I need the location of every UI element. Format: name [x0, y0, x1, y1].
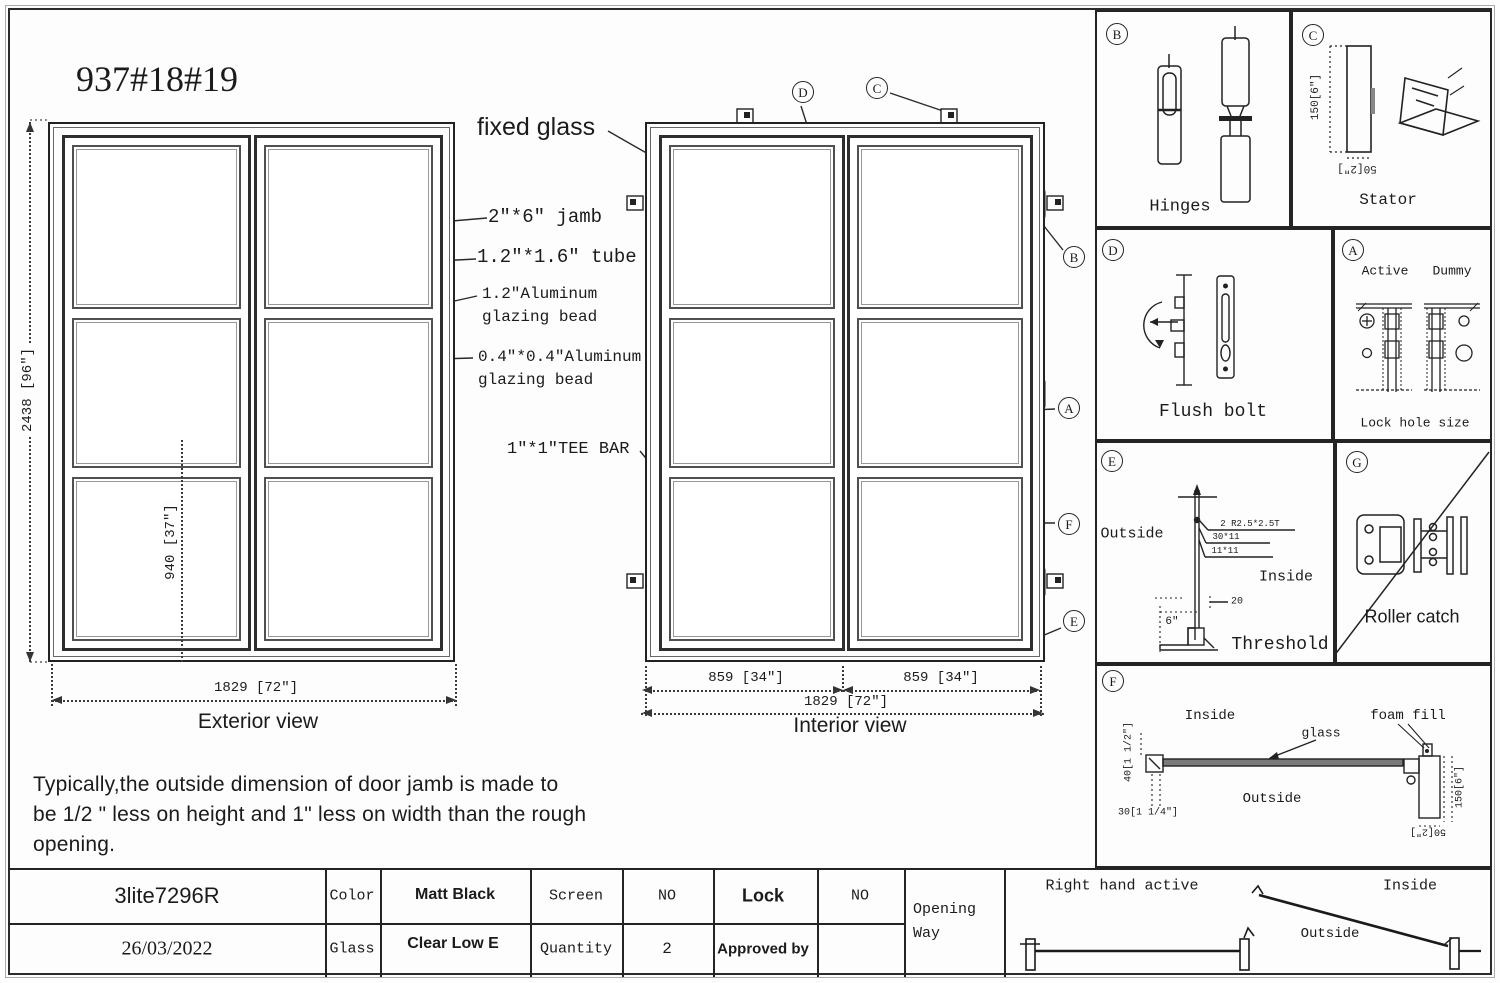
section-outside-label: Outside — [1242, 791, 1302, 807]
tube-label: 1.2″*1.6″ tube — [477, 246, 637, 268]
dim-overall-height: 2438 [96″] — [20, 345, 36, 435]
panel-jamb-section — [1095, 664, 1492, 868]
panel-hinges — [1095, 10, 1291, 228]
exterior-view-label: Exterior view — [197, 710, 319, 733]
jamb-label: 2″*6″ jamb — [488, 206, 603, 228]
approved-by-label: Approved by — [717, 940, 809, 958]
section-dim-150: 150[6″] — [1454, 765, 1466, 809]
opening-way-label: Opening Way — [913, 901, 977, 942]
panel-letter-f: F — [1102, 670, 1124, 692]
color-value: Matt Black — [414, 886, 496, 903]
lock-dummy-label: Dummy — [1432, 263, 1472, 279]
panel-letter-g: G — [1346, 451, 1368, 473]
glass-lite — [264, 145, 433, 309]
swing-inside-label: Inside — [1382, 877, 1438, 895]
exterior-view-drawing — [48, 122, 455, 662]
threshold-dim-profile: 2 R2.5*2.5T — [1220, 519, 1280, 529]
glass-lite — [857, 318, 1023, 467]
callout-circle-c: C — [866, 77, 888, 99]
glass-value: Clear Low E — [407, 935, 499, 952]
dim-exterior-width: 1829 [72″] — [213, 680, 299, 696]
hinges-label: Hinges — [1149, 197, 1211, 217]
dim-right-leaf-width: 859 [34″] — [903, 670, 979, 686]
glass-lite — [857, 477, 1023, 641]
lock-active-label: Active — [1361, 263, 1409, 279]
quantity-label: Quantity — [539, 940, 613, 958]
screen-value: NO — [657, 887, 677, 905]
panel-roller-catch — [1335, 441, 1492, 664]
fixed-glass-label: fixed glass — [477, 113, 596, 141]
lock-hole-size-label: Lock hole size — [1360, 415, 1470, 431]
date-value: 26/03/2022 — [121, 937, 213, 960]
dim-handle-height: 940 [37″] — [163, 501, 179, 583]
section-glass-label: glass — [1301, 725, 1341, 741]
dim-line-handle-height — [181, 440, 183, 662]
callout-circle-a: A — [1058, 397, 1080, 419]
jamb-sizing-note: Typically,the outside dimension of door jamb is made to be 1/2 " less on height and 1" less on width than the rough opening. — [33, 773, 587, 856]
drawing-number: 937#18#19 — [76, 59, 238, 99]
flush-bolt-label: Flush bolt — [1158, 402, 1268, 422]
glass-lite — [669, 477, 835, 641]
panel-letter-c: C — [1302, 24, 1324, 46]
dim-line-right-leaf-width — [843, 690, 1041, 692]
dim-line-left-leaf-width — [646, 690, 843, 692]
glass-lite — [72, 477, 241, 641]
dim-interior-width: 1829 [72″] — [801, 694, 891, 710]
threshold-outside-label: Outside — [1100, 525, 1164, 543]
threshold-dim-30x11: 30*11 — [1212, 532, 1240, 542]
swing-outside-label: Outside — [1300, 926, 1360, 942]
tee-bar-label: 1″*1″TEE BAR — [507, 440, 630, 459]
exterior-left-leaf — [62, 135, 251, 651]
title-block-table — [8, 868, 1492, 975]
glazing-bead-04-label: 0.4″*0.4″Aluminum glazing bead — [478, 348, 642, 390]
glass-label: Glass — [329, 940, 375, 958]
panel-letter-b: B — [1106, 23, 1128, 45]
callout-circle-f: F — [1058, 513, 1080, 535]
threshold-dim-20: 20 — [1230, 596, 1244, 608]
threshold-label: Threshold — [1231, 635, 1329, 655]
panel-letter-a: A — [1342, 239, 1364, 261]
glass-lite — [72, 318, 241, 467]
section-dim-30: 30[1 1/4″] — [1117, 807, 1179, 819]
dim-left-leaf-width: 859 [34″] — [708, 670, 784, 686]
callout-circle-e: E — [1063, 610, 1085, 632]
callout-circle-b: B — [1063, 246, 1085, 268]
interior-left-leaf — [659, 135, 845, 651]
stator-label: Stator — [1359, 191, 1417, 209]
model-number: 3lite7296R — [114, 883, 220, 908]
glass-lite — [264, 477, 433, 641]
callout-circle-d: D — [792, 81, 814, 103]
screen-label: Screen — [548, 887, 604, 905]
glass-lite — [264, 318, 433, 467]
table-grid-line — [1004, 870, 1006, 977]
interior-view-label: Interior view — [793, 714, 907, 737]
section-inside-label: Inside — [1184, 708, 1236, 724]
exterior-right-leaf — [254, 135, 443, 651]
color-label: Color — [329, 887, 375, 905]
roller-catch-label: Roller catch — [1364, 606, 1460, 627]
quantity-value: 2 — [662, 940, 672, 958]
panel-letter-d: D — [1102, 239, 1124, 261]
dim-extension — [842, 666, 844, 692]
section-dim-40: 40[1 1/2″] — [1123, 721, 1135, 783]
threshold-dim-11x11: 11*11 — [1211, 546, 1239, 556]
lock-label: Lock — [741, 885, 785, 906]
section-dim-50: 50[2″] — [1409, 825, 1447, 837]
interior-view-drawing — [645, 122, 1045, 662]
threshold-inside-label: Inside — [1258, 568, 1314, 586]
panel-letter-e: E — [1101, 450, 1123, 472]
glazing-bead-12-label: 1.2″Aluminum glazing bead — [482, 285, 598, 327]
table-grid-line — [904, 870, 906, 977]
dim-line-exterior-width — [52, 700, 456, 702]
glass-lite — [857, 145, 1023, 309]
stator-width-dim: 50[2″] — [1337, 162, 1377, 174]
stator-height-dim: 150[6″] — [1310, 73, 1322, 121]
swing-right-hand-active-label: Right hand active — [1045, 877, 1199, 895]
threshold-dim-6: 6″ — [1165, 616, 1179, 628]
glass-lite — [669, 318, 835, 467]
glass-lite — [72, 145, 241, 309]
table-grid-line — [8, 923, 904, 925]
glass-lite — [669, 145, 835, 309]
section-foam-fill-label: foam fill — [1370, 708, 1446, 724]
lock-value: NO — [850, 887, 870, 905]
interior-right-leaf — [847, 135, 1033, 651]
